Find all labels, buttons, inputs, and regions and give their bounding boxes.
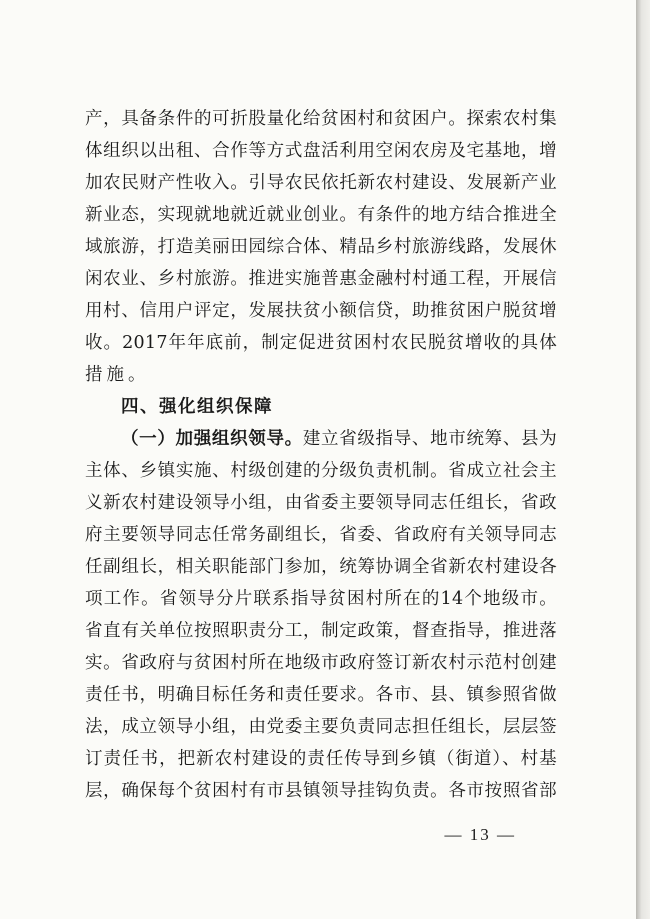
text-line: 闲农业、乡村旅游。推进实施普惠金融村村通工程，开展信 — [85, 269, 557, 289]
text-line: 加农民财产性收入。引导农民依托新农村建设、发展新产业 — [85, 173, 557, 193]
text-line: 义新农村建设领导小组，由省委主要领导同志任组长，省政 — [85, 493, 557, 513]
text-line: 省直有关单位按照职责分工，制定政策，督查指导，推进落 — [85, 621, 557, 641]
subsection-first-line — [85, 423, 557, 455]
subsection-lead: （一）加强组织领导。 — [121, 429, 303, 449]
text-line: 收。2017年年底前，制定促进贫困村农民脱贫增收的具体 — [85, 333, 557, 353]
section-heading: 四、强化组织保障 — [121, 397, 273, 417]
text-line: 产，具备条件的可折股量化给贫困村和贫困户。探索农村集 — [85, 109, 557, 129]
page-fold-shadow — [636, 0, 650, 919]
text-line: 体组织以出租、合作等方式盘活利用空闲农房及宅基地，增 — [85, 141, 557, 161]
text-line: 任副组长，相关职能部门参加，统筹协调全省新农村建设各 — [85, 557, 557, 577]
page-number: — 13 — — [444, 825, 516, 844]
text-line: 措施。 — [85, 365, 150, 385]
text-line: 新业态，实现就地就近就业创业。有条件的地方结合推进全 — [85, 205, 557, 225]
text-line: 层，确保每个贫困村有市县镇领导挂钩负责。各市按照省部 — [85, 781, 557, 801]
body-text — [85, 103, 557, 807]
text-line: 订责任书，把新农村建设的责任传导到乡镇（街道）、村基 — [85, 749, 557, 769]
text-line: 法，成立领导小组，由党委主要负责同志担任组长，层层签 — [85, 717, 557, 737]
text-line: 项工作。省领导分片联系指导贫困村所在的14个地级市。 — [85, 589, 557, 609]
text-line: 府主要领导同志任常务副组长，省委、省政府有关领导同志 — [85, 525, 557, 545]
subsection-first-line-text: 建立省级指导、地市统筹、县为 — [302, 429, 557, 449]
text-line: 域旅游，打造美丽田园综合体、精品乡村旅游线路，发展休 — [85, 237, 557, 257]
text-line: 责任书，明确目标任务和责任要求。各市、县、镇参照省做 — [85, 685, 557, 705]
text-line: 用村、信用户评定，发展扶贫小额信贷，助推贫困户脱贫增 — [85, 301, 557, 321]
text-line: 实。省政府与贫困村所在地级市政府签订新农村示范村创建 — [85, 653, 557, 673]
text-line: 主体、乡镇实施、村级创建的分级负责机制。省成立社会主 — [85, 461, 557, 481]
